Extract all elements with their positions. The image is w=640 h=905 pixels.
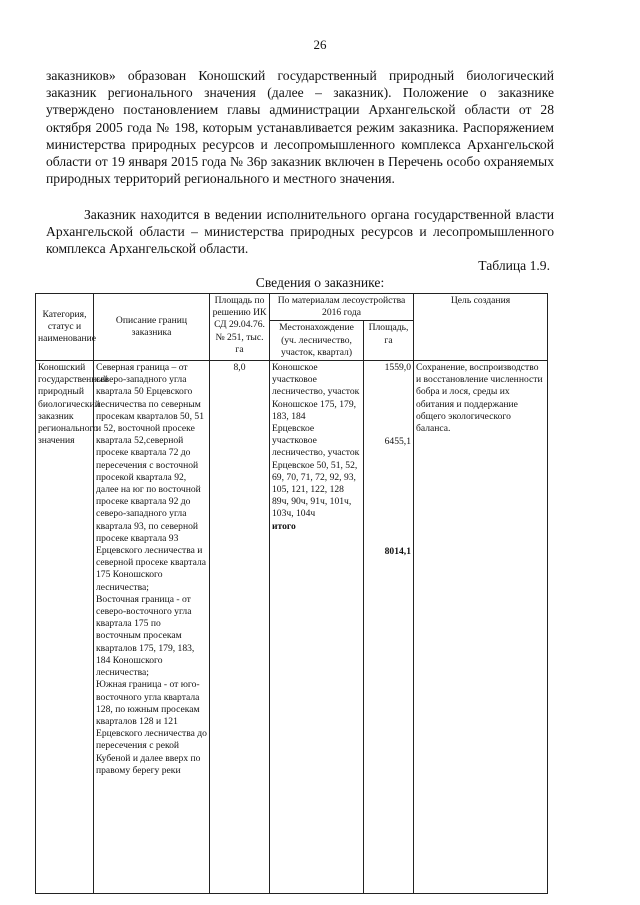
cell-category: Коношский государственный природный биологический заказник регионального значения (36, 361, 94, 894)
cell-boundaries (94, 361, 210, 894)
table-row (36, 361, 548, 894)
header-area: Площадь, га (364, 321, 414, 361)
area-total: 8014,1 (384, 546, 411, 558)
area-ertsevo: 6455,1 (384, 436, 411, 448)
location-total-label: итого (272, 520, 296, 532)
reserve-info-table (35, 293, 548, 894)
location-konosha: Коношское участковое лесничество, участок Коношское 175, 179, 183, 184 (272, 362, 360, 422)
cell-area (364, 361, 414, 894)
location-ertsevo: Ерцевское участковое лесничество, участок Ерцевское 50, 51, 52, 69, 70, 71, 72, 92, 93, 105, 121, 122, 128 89ч, 90ч, 91ч, 101ч, 103ч, 104ч (272, 423, 360, 520)
header-goal: Цель создания (414, 294, 548, 361)
boundary-east: Восточная граница - от северо-восточного угла квартала 175 по восточным просекам кварталов 175, 179, 183, 184 Коношского лесничества; (96, 593, 195, 679)
header-category: Категория, статус и наименование (36, 294, 94, 361)
area-konosha: 1559,0 (384, 362, 411, 374)
header-area-ik: Площадь по решению ИК СД 29.04.76. № 251, тыс. га (210, 294, 270, 361)
cell-location (270, 361, 364, 894)
header-forest-group: По материалам лесоустройства 2016 года (270, 294, 414, 321)
paragraph-1: заказников» образован Коношский государственный природный биологический заказник регионального значения (далее – заказник). Положение о заказнике утверждено постановлением главы администрации Архангельской области от 28 октября 2005 года № 198, которым устанавливается режим заказника. Распоряжением министерства природных ресурсов и лесопромышленного комплекса Архангельской области от 19 января 2015 года № 36р заказник включен в Перечень особо охраняемых природных территорий регионального и местного значения. (46, 68, 554, 187)
table-title: Сведения о заказнике: (255, 275, 385, 290)
boundary-south: Южная граница - от юго-восточного угла квартала 128, по южным просекам кварталов 128 и 121 Ерцевского лесничества до пересечения с рекой Кубеной и далее вверх по правому берегу реки (96, 679, 207, 776)
cell-area-ik: 8,0 (210, 361, 270, 894)
header-location: Местонахождение (уч. лесничество, участок, квартал) (270, 321, 364, 361)
page-number: 26 (313, 37, 327, 52)
paragraph-2: Заказник находится в ведении исполнительного органа государственной власти Архангельской области – министерства природных ресурсов и лесопромышленного комплекса Архангельской области. (46, 207, 554, 257)
cell-goal: Сохранение, воспроизводство и восстановление численности бобра и лося, среды их обитания и поддержание общего экологического баланса. (414, 361, 548, 894)
boundary-north: Северная граница – от северо-западного угла квартала 50 Ерцевского лесничества по северным просекам кварталов 50, 51 и 52, восточной просеке квартала 52,северной просеке квартала 72 до пересечения с восточной просекой квартала 92, далее на юг по восточной просеке квартала 92 до северо-западного угла квартала 93, по северной просеке квартала 93 Ерцевского лесничества и северной просеке квартала 175 Коношского лесничества; (96, 362, 206, 593)
table-label: Таблица 1.9. (478, 258, 550, 273)
header-boundaries: Описание границ заказника (94, 294, 210, 361)
